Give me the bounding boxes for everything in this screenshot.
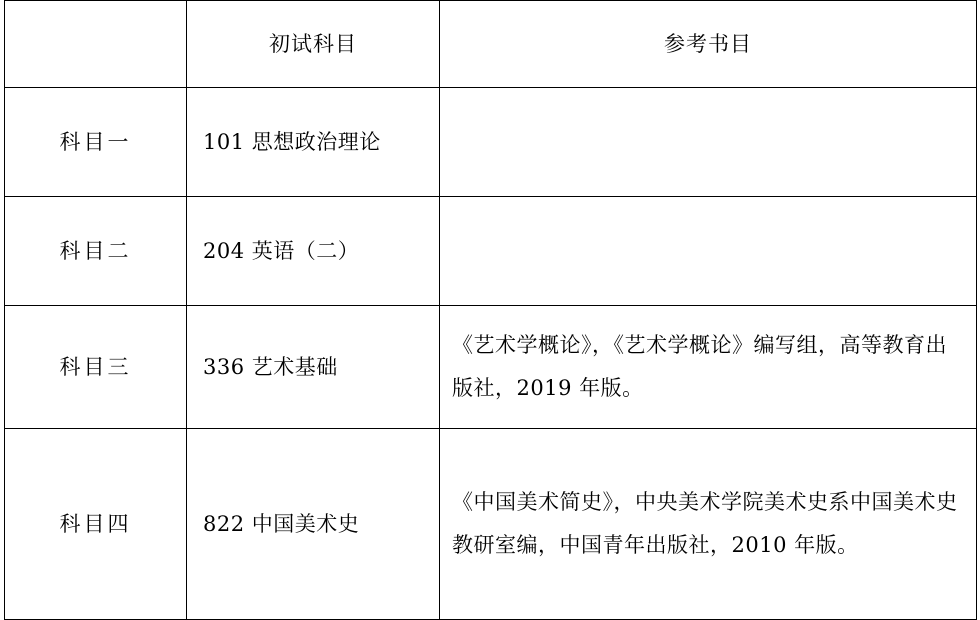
row-exam-subject: 822 中国美术史 <box>187 429 440 620</box>
row-exam-subject: 101 思想政治理论 <box>187 88 440 197</box>
table-header-row <box>5 1 977 88</box>
row-exam-subject: 204 英语（二） <box>187 197 440 306</box>
table-row <box>5 88 977 197</box>
table-row <box>5 197 977 306</box>
table-row <box>5 429 977 620</box>
row-subject-label: 科目一 <box>5 88 187 197</box>
row-reference-books <box>440 197 977 306</box>
row-subject-label: 科目三 <box>5 306 187 429</box>
exam-subjects-table <box>4 0 977 620</box>
row-subject-label: 科目二 <box>5 197 187 306</box>
row-reference-books: 《艺术学概论》，《艺术学概论》编写组，高等教育出版社，2019 年版。 <box>440 306 977 429</box>
row-reference-books: 《中国美术简史》，中央美术学院美术史系中国美术史教研室编，中国青年出版社，2010 年版。 <box>440 429 977 620</box>
header-cell-exam-subject: 初试科目 <box>187 1 440 88</box>
row-reference-books <box>440 88 977 197</box>
row-subject-label: 科目四 <box>5 429 187 620</box>
header-cell-reference-books: 参考书目 <box>440 1 977 88</box>
row-exam-subject: 336 艺术基础 <box>187 306 440 429</box>
table-row <box>5 306 977 429</box>
header-cell-blank <box>5 1 187 88</box>
